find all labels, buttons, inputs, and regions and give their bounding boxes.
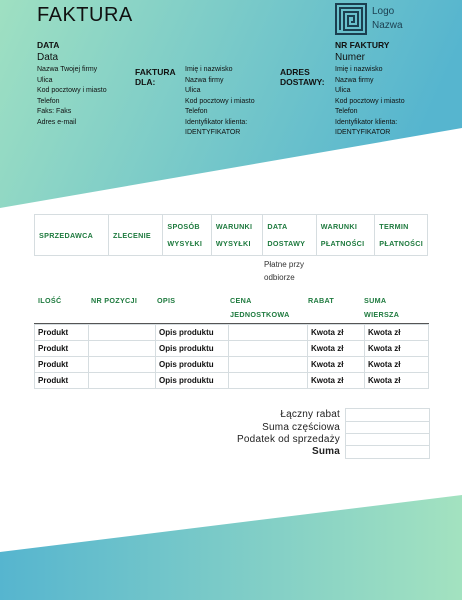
bill-to-address [185, 65, 255, 139]
cell-description: Opis produktu [156, 341, 229, 357]
logo-line-1: Logo [372, 6, 395, 17]
subtotal-label: Suma częściowa [262, 422, 340, 433]
header-shipping-terms: WARUNKI WYSYŁKI [211, 215, 262, 256]
total-label: Suma [311, 446, 340, 457]
cell-item-no [89, 341, 156, 357]
ship-to-address [335, 65, 405, 139]
bill-to-line: Kod pocztowy i miasto [185, 97, 255, 105]
cell-qty: Produkt [35, 341, 89, 357]
cell-qty: Produkt [35, 357, 89, 373]
cell-unit-price [229, 325, 308, 341]
shipping-terms-header-row [35, 215, 428, 256]
total-field [345, 445, 430, 459]
cell-discount: Kwota zł [308, 325, 365, 341]
ship-to-line: Imię i nazwisko [335, 66, 383, 73]
header-shipping-method: SPOSÓB WYSYŁKI [163, 215, 212, 256]
bill-to-line: Imię i nazwisko [185, 66, 233, 73]
items-table [34, 324, 429, 389]
header-payment-terms: WARUNKI PŁATNOŚCI [316, 215, 375, 256]
seller-line: Nazwa Twojej firmy [37, 66, 98, 73]
header-order: ZLECENIE [109, 215, 163, 256]
cell-unit-price [229, 357, 308, 373]
logo-icon [335, 3, 367, 35]
cell-unit-price [229, 341, 308, 357]
invoice-number-label: NR FAKTURY [335, 40, 390, 50]
header-discount: RABAT [308, 296, 335, 305]
bottom-gradient-band [0, 495, 462, 600]
cell-line-total: Kwota zł [365, 341, 429, 357]
header-item-no: NR POZYCJI [91, 296, 138, 305]
bill-to-label-line: FAKTURA [135, 67, 176, 77]
invoice-title: FAKTURA [37, 4, 133, 26]
logo-line-2: Nazwa [372, 20, 403, 31]
seller-line: Ulica [37, 76, 53, 84]
ship-to-line: Ulica [335, 87, 351, 94]
payment-terms-value: Płatne przy odbiorze [264, 260, 305, 282]
cell-description: Opis produktu [156, 373, 229, 389]
seller-line: Telefon [37, 97, 60, 105]
date-label: DATA [37, 40, 60, 50]
logo-name [372, 5, 403, 33]
header-description: OPIS [157, 296, 176, 305]
ship-to-label-line: DOSTAWY: [280, 77, 325, 87]
cell-line-total: Kwota zł [365, 325, 429, 341]
ship-to-line: Identyfikator klienta: [335, 118, 398, 126]
bill-to-line: Nazwa firmy [185, 76, 224, 84]
invoice-number-value: Numer [335, 52, 366, 63]
total-discount-field [345, 408, 430, 422]
cell-discount: Kwota zł [308, 373, 365, 389]
cell-unit-price [229, 373, 308, 389]
date-value: Data [37, 52, 59, 63]
ship-to-line: Telefon [335, 108, 358, 115]
table-row [35, 325, 429, 341]
table-row [35, 341, 429, 357]
cell-item-no [89, 357, 156, 373]
bill-to-line: Ulica [185, 87, 201, 94]
table-row [35, 357, 429, 373]
cell-qty: Produkt [35, 373, 89, 389]
ship-to-line: IDENTYFIKATOR [335, 129, 391, 136]
seller-line: Faks: Faks [37, 108, 72, 115]
sales-tax-label: Podatek od sprzedaży [237, 434, 340, 445]
ship-to-label [280, 67, 325, 87]
seller-line: Adres e-mail [37, 118, 77, 126]
cell-description: Opis produktu [156, 325, 229, 341]
header-delivery-date: DATA DOSTAWY [263, 215, 316, 256]
seller-address [37, 65, 107, 128]
bill-to-label [135, 67, 176, 87]
ship-to-line: Kod pocztowy i miasto [335, 97, 405, 105]
header-line-total: SUMA WIERSZA [364, 296, 400, 319]
bill-to-line: Identyfikator klienta: [185, 118, 248, 126]
table-row [35, 373, 429, 389]
cell-discount: Kwota zł [308, 341, 365, 357]
bill-to-label-line: DLA: [135, 77, 156, 87]
cell-item-no [89, 373, 156, 389]
cell-line-total: Kwota zł [365, 357, 429, 373]
bill-to-line: Telefon [185, 108, 208, 115]
cell-item-no [89, 325, 156, 341]
ship-to-label-line: ADRES [280, 67, 310, 77]
header-due-date: TERMIN PŁATNOŚCI [375, 215, 428, 256]
header-qty: ILOŚĆ [38, 296, 62, 305]
total-discount-label: Łączny rabat [280, 409, 340, 420]
ship-to-line: Nazwa firmy [335, 76, 374, 84]
seller-line: Kod pocztowy i miasto [37, 87, 107, 94]
cell-description: Opis produktu [156, 357, 229, 373]
shipping-terms-table [34, 214, 428, 256]
cell-line-total: Kwota zł [365, 373, 429, 389]
cell-qty: Produkt [35, 325, 89, 341]
header-seller: SPRZEDAWCA [35, 215, 109, 256]
bill-to-line: IDENTYFIKATOR [185, 129, 241, 136]
header-unit-price: CENA JEDNOSTKOWA [230, 296, 290, 319]
cell-discount: Kwota zł [308, 357, 365, 373]
